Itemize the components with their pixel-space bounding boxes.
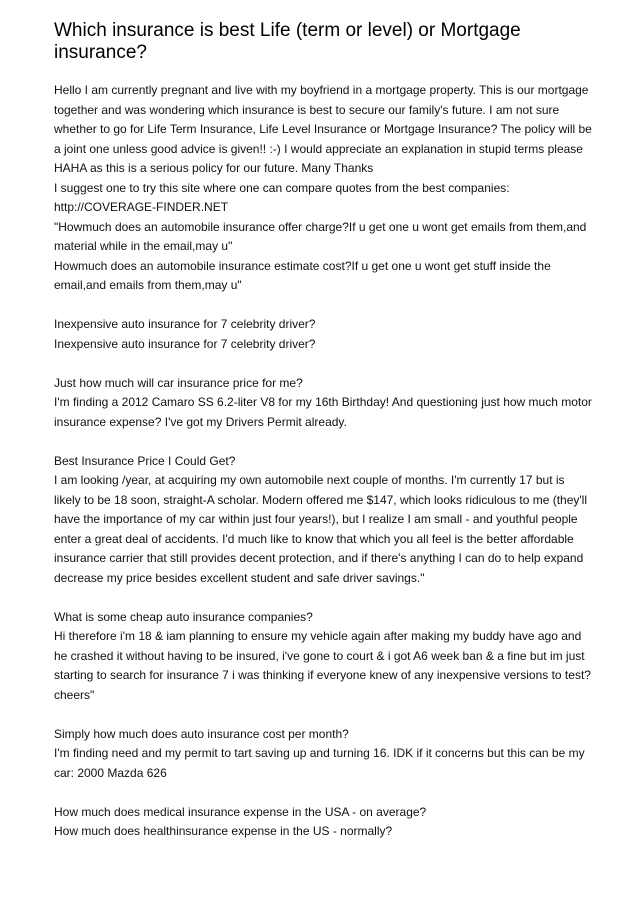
section-heading: Best Insurance Price I Could Get? [54,453,236,468]
intro-block [54,81,594,296]
qa-section [54,725,594,784]
section-body: Hi therefore i'm 18 & iam planning to ensure my vehicle again after making my buddy have ago and he crashed it without having to be insured, i've gone to court & i got A6 week ban & a fine but im just starting to search for insurance 7 i was thinking if everyone knew of any inexpensive versions to test? cheers" [54,629,591,702]
answer-link: http://COVERAGE-FINDER.NET [54,200,229,214]
section-body: How much does healthinsurance expense in the US - normally? [54,824,393,838]
document-body [54,81,594,842]
qa-section [54,315,594,354]
section-body: I'm finding need and my permit to tart saving up and turning 16. IDK if it concerns but this can be my car: 2000 Mazda 626 [54,746,585,780]
section-heading: How much does medical insurance expense in the USA - on average? [54,804,427,819]
section-body: Inexpensive auto insurance for 7 celebrity driver? [54,336,316,351]
section-heading: Inexpensive auto insurance for 7 celebrity driver? [54,317,316,331]
intro-question: Hello I am currently pregnant and live with my boyfriend in a mortgage property. This is our mortgage together and was wondering which insurance is best to secure our family's future. I am not sure whether to go for Life Term Insurance, Life Level Insurance or Mortgage Insurance? The policy will be a joint one unless good advice is given!! :-) I would appreciate an explanation in stupid terms please HAHA as this is a serious policy for our future. Many Thanks [54,83,592,175]
section-body: I am looking /year, at acquiring my own automobile next couple of months. I'm currently 17 but is likely to be 18 soon, straight-A scholar. Modern offered me $147, which looks ridiculous to me (they'll have the importance of my car within just four years!), but I realize I am small - and youthful people enter a great deal of accidents. I'd much like to know that which you all feel is the better affordable insurance carrier that still provides decent protection, and if there's anything I can do to help expand decrease my price besides excellent student and safe driver savings." [54,473,588,585]
section-heading: Just how much will car insurance price for me? [54,375,303,390]
qa-section [54,374,594,433]
qa-section [54,452,594,589]
answer-line: "Howmuch does an automobile insurance offer charge?If u get one u wont get emails from them,and material while in the email,may u" [54,219,587,253]
page-title: Which insurance is best Life (term or level) or Mortgage insurance? [54,20,521,63]
section-heading: Simply how much does auto insurance cost per month? [54,726,349,741]
section-heading: What is some cheap auto insurance companies? [54,609,313,624]
answer-line: Howmuch does an automobile insurance estimate cost?If u get one u wont get stuff inside the email,and emails from them,may u" [54,258,551,292]
qa-section [54,803,594,842]
section-body: I'm finding a 2012 Camaro SS 6.2-liter V8 for my 16th Birthday! And questioning just how much motor insurance expense? I've got my Drivers Permit already. [54,395,592,429]
answer-line: I suggest one to try this site where one can compare quotes from the best companies: [54,180,510,195]
qa-section [54,608,594,706]
document-page [54,20,594,842]
